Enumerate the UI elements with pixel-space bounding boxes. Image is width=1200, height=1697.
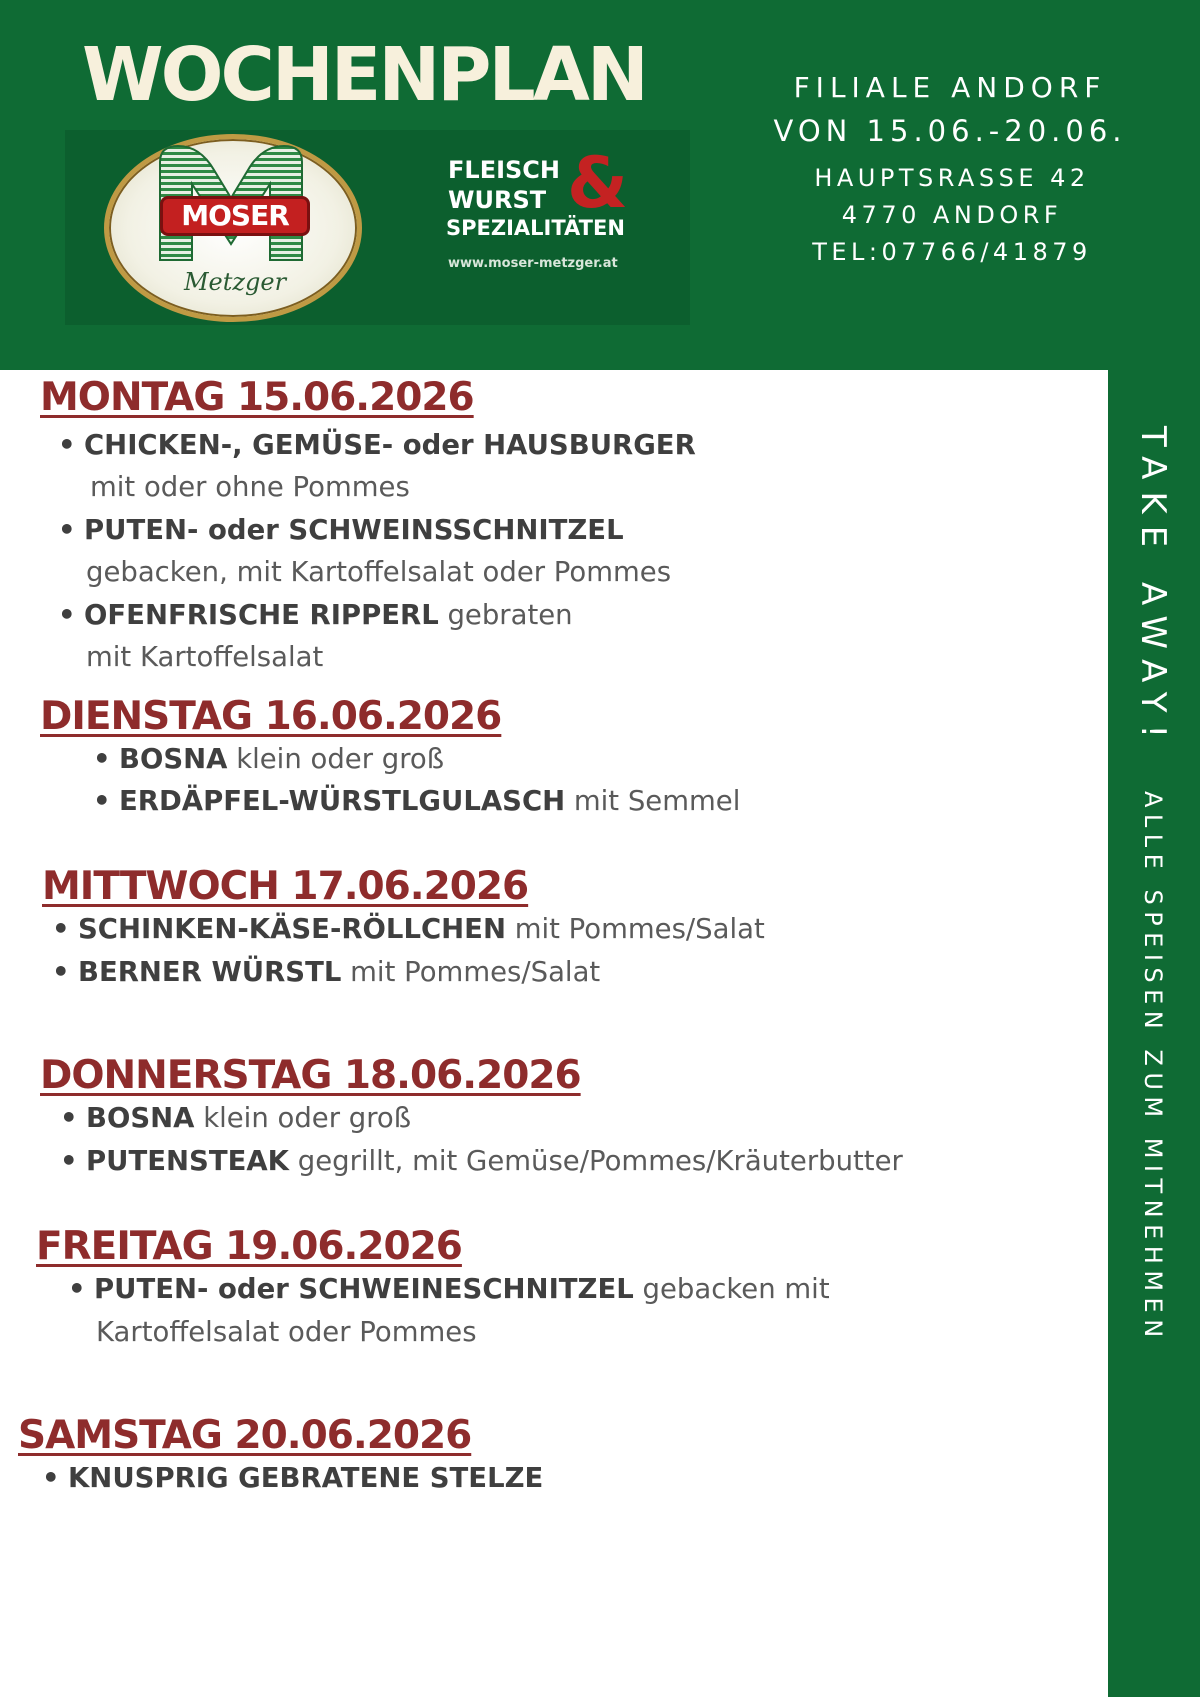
menu-item-detail: mit oder ohne Pommes [90, 471, 410, 503]
website-url: www.moser-metzger.at [448, 256, 618, 271]
specialties-line-3: SPEZIALITÄTEN [446, 216, 625, 240]
menu-item: • CHICKEN-, GEMÜSE- oder HAUSBURGER [58, 429, 696, 461]
menu-item: • KNUSPRIG GEBRATENE STELZE [42, 1462, 544, 1494]
day-heading-donnerstag: DONNERSTAG 18.06.2026 [40, 1053, 581, 1098]
menu-item-detail: Kartoffelsalat oder Pommes [96, 1316, 477, 1348]
specialties-line-1: FLEISCH [448, 156, 560, 184]
moser-brand-badge: MOSER [160, 196, 310, 236]
address-city: 4770 ANDORF [841, 201, 1063, 229]
take-away-note: ALLE SPEISEN ZUM MITNEHMEN [1139, 791, 1167, 1344]
day-heading-montag: MONTAG 15.06.2026 [40, 375, 474, 420]
menu-item: • BERNER WÜRSTL mit Pommes/Salat [52, 956, 601, 988]
specialties-ampersand: & [567, 142, 629, 224]
menu-item: • BOSNA klein oder groß [93, 743, 445, 775]
page-title: WOCHENPLAN [82, 32, 646, 118]
day-heading-samstag: SAMSTAG 20.06.2026 [18, 1413, 472, 1458]
branch-line: FILIALE ANDORF [793, 71, 1107, 104]
specialties-line-2: WURST [448, 186, 547, 214]
phone-number: TEL:07766/41879 [812, 238, 1092, 266]
address-street: HAUPTSRASSE 42 [814, 164, 1090, 192]
menu-item: • PUTENSTEAK gegrillt, mit Gemüse/Pommes/Kräuterbutter [60, 1145, 903, 1177]
day-heading-mittwoch: MITTWOCH 17.06.2026 [42, 864, 529, 909]
day-heading-freitag: FREITAG 19.06.2026 [36, 1224, 462, 1269]
take-away-label: TAKE AWAY! [1133, 426, 1173, 751]
logo-subtitle: Metzger [183, 268, 287, 296]
menu-item: • OFENFRISCHE RIPPERL gebraten [58, 599, 573, 631]
menu-item: • SCHINKEN-KÄSE-RÖLLCHEN mit Pommes/Salat [52, 913, 765, 945]
day-heading-dienstag: DIENSTAG 16.06.2026 [40, 694, 502, 739]
menu-item: • PUTEN- oder SCHWEINESCHNITZEL gebacken mit [68, 1273, 830, 1305]
menu-item-detail: gebacken, mit Kartoffelsalat oder Pommes [86, 556, 672, 588]
menu-item: • ERDÄPFEL-WÜRSTLGULASCH mit Semmel [93, 785, 741, 817]
menu-item: • BOSNA klein oder groß [60, 1102, 412, 1134]
side-banner [1133, 426, 1173, 1344]
menu-item-detail: mit Kartoffelsalat [86, 641, 324, 673]
menu-item: • PUTEN- oder SCHWEINSSCHNITZEL [58, 514, 624, 546]
date-range: VON 15.06.-20.06. [773, 114, 1127, 148]
